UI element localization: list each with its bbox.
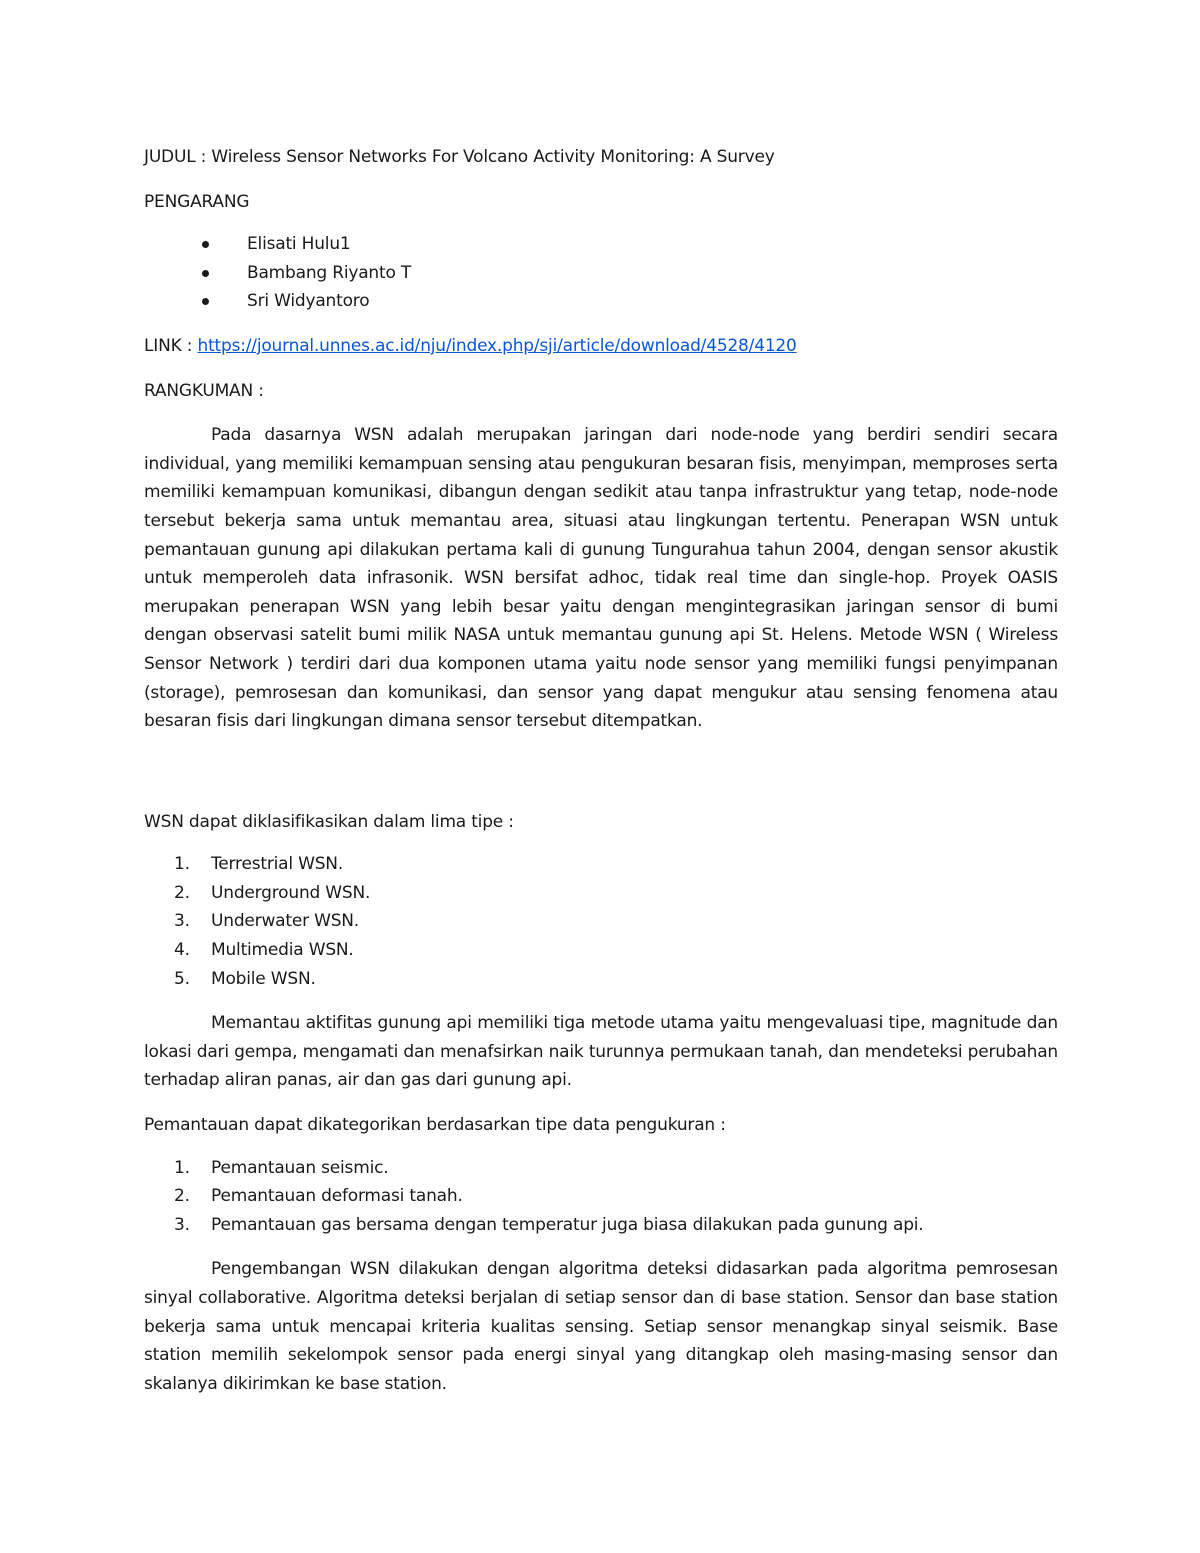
list-number: 2. (174, 1186, 190, 1207)
list-text: Underwater WSN. (211, 911, 360, 932)
link-label: LINK : (144, 335, 198, 356)
author-item: Sri Widyantoro (144, 287, 1058, 316)
monitoring-intro: Pemantauan dapat dikategorikan berdasarkan tipe data pengukuran : (144, 1115, 726, 1136)
list-text: Multimedia WSN. (211, 940, 354, 961)
list-text: Pemantauan seismic. (211, 1157, 389, 1178)
list-number: 1. (174, 854, 190, 875)
list-number: 2. (174, 882, 190, 903)
list-text: Mobile WSN. (211, 968, 316, 989)
list-item (144, 965, 1058, 994)
list-item (144, 1182, 1058, 1211)
list-item (144, 1154, 1058, 1183)
link-line (144, 332, 1058, 361)
list-text: Pemantauan deformasi tanah. (211, 1186, 463, 1207)
list-number: 3. (174, 911, 190, 932)
author-item: Elisati Hulu1 (144, 230, 1058, 259)
summary-heading: RANGKUMAN : (144, 380, 264, 401)
list-item (144, 1211, 1058, 1240)
summary-paragraph: Pada dasarnya WSN adalah merupakan jaringan dari node-node yang berdiri sendiri secara individual, yang memiliki kemampuan sensing atau pengukuran besaran fisis, menyimpan, memproses serta memiliki kemampuan komunikasi, dibangun dengan sedikit atau tanpa infrastruktur yang tetap, node-node tersebut bekerja sama untuk memantau area, situasi atau lingkungan tertentu. Penerapan WSN untuk pemantauan gunung api dilakukan pertama kali di gunung Tungurahua tahun 2004, dengan sensor akustik untuk memperoleh data infrasonik. WSN bersifat adhoc, tidak real time dan single-hop. Proyek OASIS merupakan penerapan WSN yang lebih besar yaitu dengan mengintegrasikan jaringan sensor di bumi dengan observasi satelit bumi milik NASA untuk memantau gunung api St. Helens. Metode WSN ( Wireless Sensor Network ) terdiri dari dua komponen utama yaitu node sensor yang memiliki fungsi penyimpanan (storage), pemrosesan dan komunikasi, dan sensor yang dapat mengukur atau sensing fenomena atau besaran fisis dari lingkungan dimana sensor tersebut ditempatkan. (144, 425, 1058, 732)
document-body (144, 143, 1058, 1398)
development-paragraph: Pengembangan WSN dilakukan dengan algoritma deteksi didasarkan pada algoritma pemrosesan sinyal collaborative. Algoritma deteksi berjalan di setiap sensor dan di base station. Sensor dan base station bekerja sama untuk mencapai kriteria kualitas sensing. Setiap sensor menangkap sinyal seismik. Base station memilih sekelompok sensor pada energi sinyal yang ditangkap oleh masing-masing sensor dan skalanya dikirimkan ke base station. (144, 1259, 1058, 1394)
list-number: 1. (174, 1157, 190, 1178)
monitoring-paragraph: Memantau aktifitas gunung api memiliki tiga metode utama yaitu mengevaluasi tipe, magnitude dan lokasi dari gempa, mengamati dan menafsirkan naik turunnya permukaan tanah, dan mendeteksi perubahan terhadap aliran panas, air dan gas dari gunung api. (144, 1013, 1058, 1091)
list-number: 3. (174, 1214, 190, 1235)
list-number: 5. (174, 968, 190, 989)
monitoring-list (144, 1154, 1058, 1240)
list-item (144, 936, 1058, 965)
authors-heading: PENGARANG (144, 191, 250, 212)
title-line: JUDUL : Wireless Sensor Networks For Volcano Activity Monitoring: A Survey (144, 147, 775, 167)
list-text: Terrestrial WSN. (211, 854, 344, 875)
list-item (144, 879, 1058, 908)
list-text: Underground WSN. (211, 882, 371, 903)
author-item: Bambang Riyanto T (144, 259, 1058, 288)
list-text: Pemantauan gas bersama dengan temperatur juga biasa dilakukan pada gunung api. (211, 1214, 924, 1235)
list-number: 4. (174, 940, 190, 961)
list-item (144, 907, 1058, 936)
wsn-types-intro: WSN dapat diklasifikasikan dalam lima tipe : (144, 811, 514, 832)
list-item (144, 850, 1058, 879)
article-link[interactable]: https://journal.unnes.ac.id/nju/index.php/sji/article/download/4528/4120 (197, 335, 797, 356)
authors-list (144, 230, 1058, 316)
wsn-types-list (144, 850, 1058, 993)
